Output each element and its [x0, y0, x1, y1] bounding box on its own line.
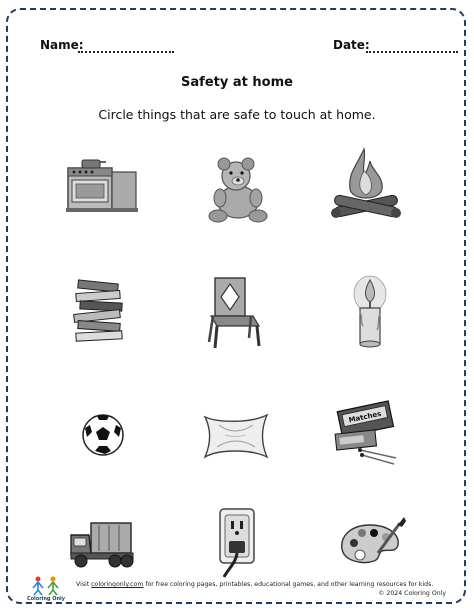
- matches-icon[interactable]: [326, 392, 406, 472]
- campfire-icon[interactable]: [326, 143, 406, 223]
- candle-icon[interactable]: [330, 272, 410, 352]
- footer-notice: [76, 581, 436, 589]
- worksheet-title: Safety at home: [181, 75, 293, 90]
- chair-icon[interactable]: [193, 272, 273, 352]
- name-field[interactable]: [78, 51, 174, 53]
- footer-visit-prefix: Visit: [76, 581, 92, 588]
- pillow-icon[interactable]: [195, 395, 275, 475]
- logo-text: Coloring Only: [26, 596, 66, 602]
- paint-palette-icon[interactable]: [330, 503, 410, 583]
- date-field[interactable]: [366, 51, 458, 53]
- soccer-ball-icon[interactable]: [65, 395, 145, 475]
- toy-truck-icon[interactable]: [65, 505, 145, 585]
- stove-icon[interactable]: [60, 150, 140, 230]
- footer-site-link[interactable]: coloringonly.com: [91, 581, 144, 588]
- teddy-bear-icon[interactable]: [198, 150, 278, 230]
- matches-box-label: Matches: [347, 409, 382, 425]
- electrical-outlet-icon[interactable]: [198, 503, 278, 583]
- date-label: Date:: [333, 38, 370, 52]
- footer-copyright: © 2024 Coloring Only: [378, 590, 446, 597]
- worksheet-instruction: Circle things that are safe to touch at home.: [98, 107, 376, 122]
- books-icon[interactable]: [62, 272, 142, 352]
- footer-visit-suffix: for free coloring pages, printables, educational games, and other learning resources for kids.: [143, 581, 434, 588]
- coloring-only-logo[interactable]: [26, 574, 66, 606]
- logo-figures-icon: [26, 574, 66, 596]
- name-label: Name:: [40, 38, 84, 52]
